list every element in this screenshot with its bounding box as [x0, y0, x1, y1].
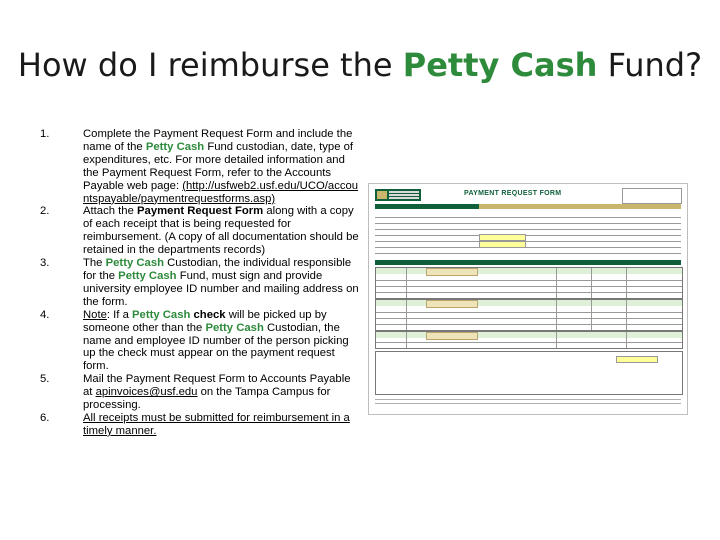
step-number: 5.: [40, 373, 50, 386]
block-col: [406, 268, 407, 298]
block-col: [626, 300, 627, 330]
approval-box: [622, 188, 682, 204]
title-highlight: Petty Cash: [402, 46, 598, 84]
amount-field: [479, 234, 526, 241]
comments-box: [375, 351, 683, 395]
usf-logo-mark: [377, 191, 387, 199]
title-text-after: Fund?: [597, 46, 703, 84]
step-highlight-check: check: [190, 308, 226, 321]
block-header: [376, 300, 682, 306]
date-field: [479, 241, 526, 248]
step-text: along with a copy of each receipt that is being requested for reimbursement. (A copy of all documentation should be retained in the departments records): [83, 205, 359, 257]
step-6: [40, 412, 360, 438]
step-5: [40, 373, 360, 412]
form-title: PAYMENT REQUEST FORM: [464, 190, 562, 197]
block-row: [376, 292, 682, 293]
step-number: 4.: [40, 308, 50, 321]
block-col: [556, 300, 557, 330]
accounts-payable-link[interactable]: (http://usfweb2.usf.edu/UCO/accountspayable/paymentrequestforms.asp): [83, 179, 359, 205]
step-text: The: [83, 257, 106, 270]
block-row: [376, 312, 682, 313]
distribution-block-1: [375, 267, 683, 299]
title-text-before: How do I reimburse the: [17, 46, 403, 84]
step-text: : If a: [106, 308, 132, 321]
step-text: Mail the Payment Request Form to Accounts Payable at: [83, 373, 351, 399]
block-col: [626, 268, 627, 298]
block-col: [556, 332, 557, 348]
step-1: [40, 128, 360, 205]
block-col: [591, 300, 592, 330]
block-row: [376, 280, 682, 281]
step-3: [40, 257, 360, 309]
step-text: Attach the: [83, 205, 138, 218]
note-label: Note: [83, 308, 107, 321]
block-label: [426, 300, 478, 308]
block-row: [376, 318, 682, 319]
total-field: [616, 356, 658, 363]
step-text: will be picked up by someone other than the: [83, 308, 327, 334]
distribution-block-3: [375, 331, 683, 349]
apinvoices-email-link[interactable]: apinvoices@usf.edu: [95, 386, 198, 399]
step-highlight: Petty Cash: [105, 257, 164, 270]
block-row: [376, 324, 682, 325]
slide-title: [0, 46, 720, 84]
block-row: [376, 286, 682, 287]
vendor-info-band: [479, 204, 681, 209]
block-header: [376, 332, 682, 338]
step-highlight: Petty Cash: [205, 321, 264, 334]
distribution-block-2: [375, 299, 683, 331]
step-number: 3.: [40, 257, 50, 270]
step-number: 2.: [40, 205, 50, 218]
step-text: Fund, must sign and provide university employee ID number and mailing address on the form.: [83, 269, 359, 308]
block-header: [376, 268, 682, 274]
block-label: [426, 268, 478, 276]
step-text: All receipts must be submitted for reimbursement in a timely manner.: [83, 411, 350, 437]
form-footer-notes: [375, 396, 681, 406]
block-col: [406, 300, 407, 330]
step-text: Custodian, the name and employee ID number of the person picking up the check must appear on the payment request form.: [83, 321, 349, 373]
distribution-band: [375, 260, 681, 265]
form-fields-area: [375, 212, 681, 258]
step-text: Fund custodian, date, type of expenditures, etc. For more detailed information and the Payment Request Form, refer to the Accounts Payable web page:: [83, 140, 354, 192]
usf-logo: [375, 189, 421, 201]
block-col: [406, 332, 407, 348]
block-col: [626, 332, 627, 348]
steps-list: [40, 128, 360, 438]
step-highlight: Petty Cash: [145, 140, 205, 153]
step-highlight: Petty Cash: [132, 308, 191, 321]
block-col: [591, 268, 592, 298]
step-number: 1.: [40, 128, 50, 140]
step-highlight: Payment Request Form: [137, 205, 264, 218]
usf-logo-wordmark: [389, 191, 419, 193]
block-label: [426, 332, 478, 340]
step-text: on the Tampa Campus for processing.: [83, 386, 331, 412]
payment-request-form-thumbnail: [368, 183, 688, 415]
step-text: Complete the Payment Request Form and include the name of the: [83, 128, 353, 153]
step-text: Custodian, the individual responsible for the: [83, 257, 352, 282]
step-highlight: Petty Cash: [118, 269, 177, 282]
step-2: [40, 205, 360, 257]
step-4: [40, 309, 360, 374]
step-number: 6.: [40, 411, 50, 424]
block-col: [556, 268, 557, 298]
block-row: [376, 342, 682, 343]
